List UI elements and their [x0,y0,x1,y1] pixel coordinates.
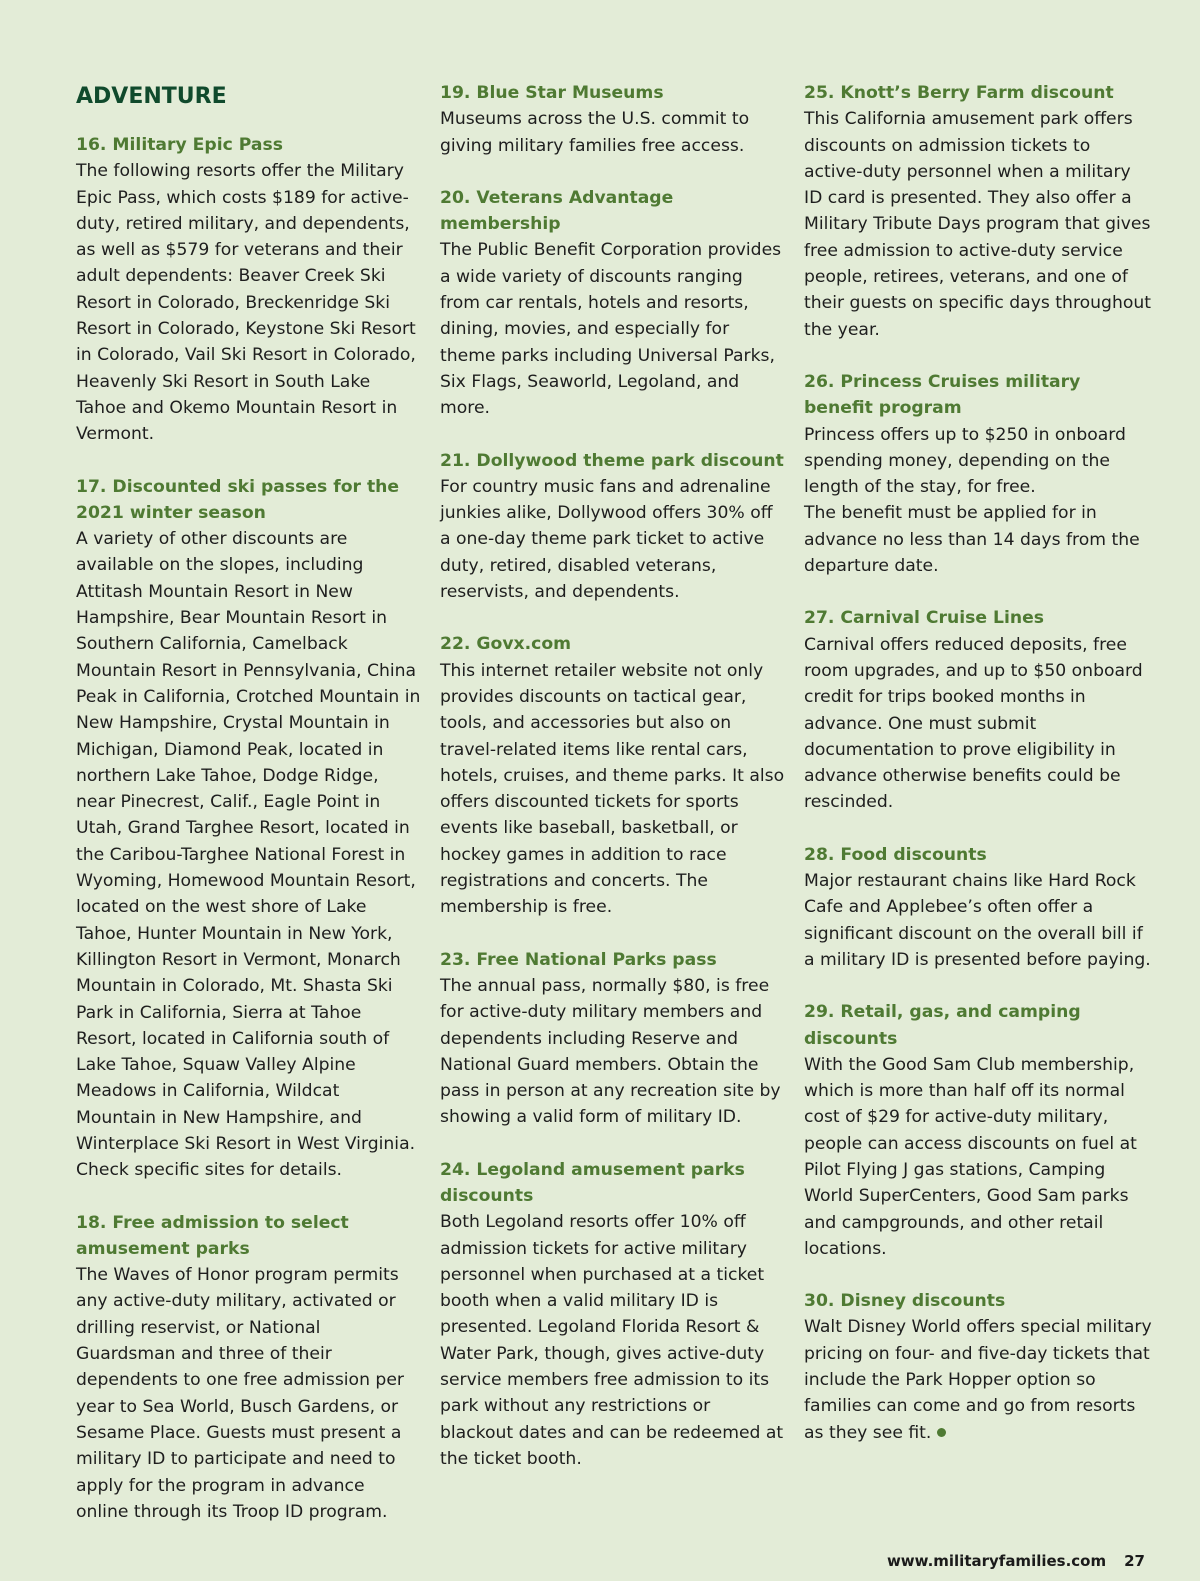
item-title: 19. Blue Star Museums [440,83,664,103]
item-title: 25. Knott’s Berry Farm discount [804,83,1114,103]
item-body: Major restaurant chains like Hard Rock Cafe and Applebee’s often offer a significant discount on the overall bill if a military ID is presented before paying. [804,871,1151,970]
item-19 [440,80,785,159]
item-title: 16. Military Epic Pass [76,135,283,155]
item-18 [76,1210,421,1526]
item-body: This California amusement park offers discounts on admission tickets to active-duty personnel when a military ID card is presented. They also offer a Military Tribute Days program that gives free admission to active-duty service people, retirees, veterans, and one of their guests on specific days throughout the year. [804,109,1151,340]
item-27 [804,605,1154,815]
item-body: The Waves of Honor program permits any active-duty military, activated or drilling reservist, or National Guardsman and three of their dependents to one free admission per year to Sea World, Busch Gardens, or Sesame Place. Guests must present a military ID to participate and need to apply for the program in advance online through its Troop ID program. [76,1265,404,1522]
item-body: Princess offers up to $250 in onboard spending money, depending on the length of the stay, for free. The benefit must be applied for in advance no less than 14 days from the departure date. [804,424,1140,577]
item-title: 27. Carnival Cruise Lines [804,608,1044,629]
item-body: Museums across the U.S. commit to giving military families free access. [440,109,750,156]
section-title: ADVENTURE [76,84,227,109]
page-number: 27 [1124,1552,1145,1570]
item-body: A variety of other discounts are available on the slopes, including Attitash Mountain Resort in New Hampshire, Bear Mountain Resort in Southern California, Camelback Mountain Resort in Pennsylvania, China Peak in California, Crotched Mountain in New Hampshire, Crystal Mountain in Michigan, Diamond Peak, located in northern Lake Tahoe, Dodge Ridge, near Pinecrest, Calif., Eagle Point in Utah, Grand Targhee Resort, located in the Caribou-Targhee National Forest in Wyoming, Homewood Mountain Resort, located on the west shore of Lake Tahoe, Hunter Mountain in New York, Killington Resort in Vermont, Monarch Mountain in Colorado, Mt. Shasta Ski Park in California, Sierra at Tahoe Resort, located in California south of Lake Tahoe, Squaw Valley Alpine Meadows in California, Wildcat Mountain in New Hampshire, and Winterplace Ski Resort in West Virginia. Check specific sites for details. [76,529,421,1181]
page-footer [887,1552,1145,1570]
item-body [804,1314,1154,1445]
item-title: 20. Veterans Advantage membership [440,187,674,235]
item-25 [804,80,1154,343]
item-body: With the Good Sam Club membership, which is more than half off its normal cost of $29 for active-duty military, people can access discounts on fuel at Pilot Flying J gas stations, Camping World SuperCenters, Good Sam parks and campgrounds, and other retail locations. [804,1054,1137,1259]
item-title: 18. Free admission to select amusement parks [76,1212,349,1259]
item-title: 17. Discounted ski passes for the 2021 winter season [76,476,400,523]
item-24 [440,1157,785,1473]
item-body: The annual pass, normally $80, is free for active-duty military members and dependents including Reserve and National Guard members. Obtain the pass in person at any recreation site by showing a valid form of military ID. [440,975,781,1128]
item-title: 21. Dollywood theme park discount [440,450,784,471]
end-mark-icon [937,1428,946,1437]
item-title: 23. Free National Parks pass [440,949,717,970]
footer-url[interactable]: www.militaryfamilies.com [886,1552,1107,1570]
item-21 [440,448,785,606]
column-1 [76,80,421,1551]
item-title: 28. Food discounts [804,844,987,865]
item-17 [76,474,421,1184]
item-title: 29. Retail, gas, and camping discounts [804,1002,1081,1049]
item-title: 26. Princess Cruises military benefit program [804,371,1081,419]
item-body: For country music fans and adrenaline junkies alike, Dollywood offers 30% off a one-day theme park ticket to active duty, retired, disabled veterans, reservists, and dependents. [440,476,773,603]
item-16 [76,132,421,448]
item-29 [804,999,1154,1262]
item-body-text: Walt Disney World offers special military pricing on four- and five-day tickets that include the Park Hopper option so families can come and go from resorts as they see fit. [804,1317,1152,1443]
item-20 [440,185,785,422]
item-body: The Public Benefit Corporation provides a wide variety of discounts ranging from car rentals, hotels and resorts, dining, movies, and especially for theme parks including Universal Parks, Six Flags, Seaworld, Legoland, and more. [440,240,782,419]
item-22 [440,631,785,920]
item-title: 30. Disney discounts [804,1291,1006,1312]
column-3 [804,80,1154,1472]
item-26 [804,369,1154,579]
item-body: This internet retailer website not only provides discounts on tactical gear, tools, and accessories but also on travel-related items like rental cars, hotels, cruises, and theme parks. It also offers discounted tickets for sports events like baseball, basketball, or hockey games in addition to race registrations and concerts. The membership is free. [440,660,785,918]
item-body: Carnival offers reduced deposits, free room upgrades, and up to $50 onboard credit for trips booked months in advance. One must submit documentation to prove eligibility in advance otherwise benefits could be rescinded. [804,634,1143,813]
item-28 [804,842,1154,973]
item-title: 22. Govx.com [440,634,572,655]
column-2 [440,80,785,1498]
item-body: Both Legoland resorts offer 10% off admission tickets for active military personnel when purchased at a ticket booth when a valid military ID is presented. Legoland Florida Resort & Water Park, though, gives active-duty service members free admission to its park without any restrictions or blackout dates and can be redeemed at the ticket booth. [440,1212,784,1469]
item-30 [804,1288,1154,1446]
item-title: 24. Legoland amusement parks discounts [440,1159,745,1206]
item-23 [440,947,785,1131]
item-body: The following resorts offer the Military Epic Pass, which costs $189 for active-duty, retired military, and dependents, as well as $579 for veterans and their adult dependents: Beaver Creek Ski Resort in Colorado, Breckenridge Ski Resort in Colorado, Keystone Ski Resort in Colorado, Vail Ski Resort in Colorado, Heavenly Ski Resort in South Lake Tahoe and Okemo Mountain Resort in Vermont. [76,161,416,445]
